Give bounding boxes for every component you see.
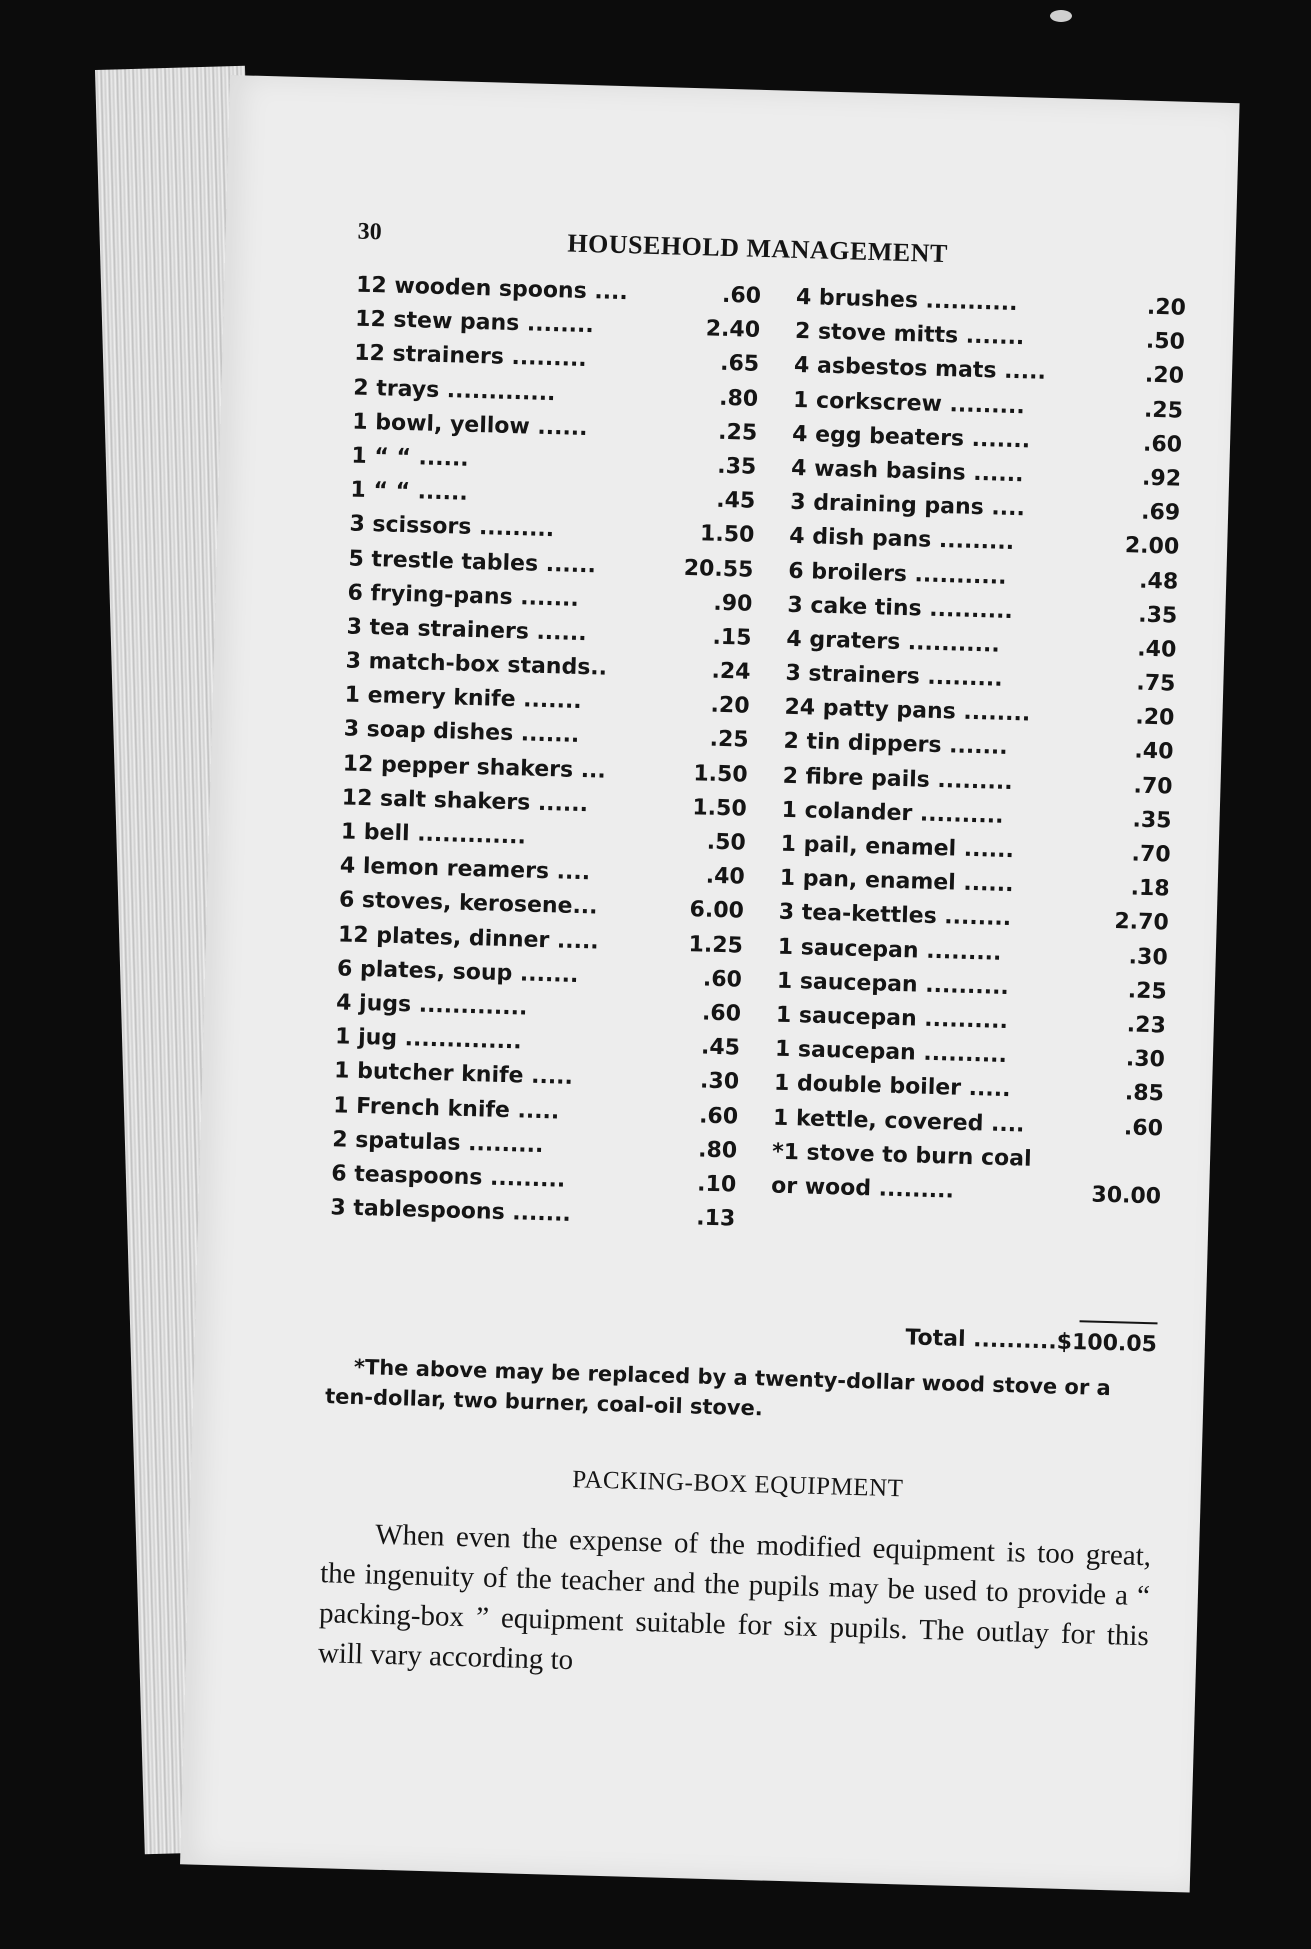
footnote: *The above may be replaced by a twenty-dollar wood stove or a ten-dollar, two burner, coal-oil stove. <box>324 1354 1112 1421</box>
item-description: 6 teaspoons ......... <box>331 1161 566 1193</box>
item-price: .25 <box>717 419 758 446</box>
item-price: .25 <box>1143 397 1184 424</box>
item-price: .60 <box>698 1103 739 1130</box>
item-description: 1 double boiler ..... <box>773 1070 1011 1103</box>
item-price: .69 <box>1140 499 1181 526</box>
item-description: 6 plates, soup ....... <box>336 956 579 988</box>
item-description: 12 salt shakers ...... <box>341 785 589 818</box>
item-description: 4 egg beaters ....... <box>791 421 1031 454</box>
item-description: 12 plates, dinner ..... <box>337 921 600 955</box>
item-description: 1 “ “ ...... <box>350 477 469 506</box>
page-number: 30 <box>357 218 383 246</box>
item-price: 1.50 <box>699 521 755 549</box>
item-price: .45 <box>715 487 756 514</box>
item-description: 4 graters ........... <box>786 626 1001 658</box>
item-description: 3 strainers ......... <box>785 660 1003 692</box>
item-price: .20 <box>1144 363 1185 390</box>
item-price: 1.50 <box>692 795 748 822</box>
item-price: .70 <box>1133 773 1173 800</box>
item-price: .30 <box>1125 1046 1166 1073</box>
item-description: 2 tin dippers ....... <box>783 729 1009 761</box>
item-price: .40 <box>705 863 746 890</box>
item-price: .85 <box>1124 1080 1165 1107</box>
item-price: .23 <box>1126 1012 1167 1039</box>
item-price: .48 <box>1138 568 1179 595</box>
item-description: 6 stoves, kerosene... <box>338 887 598 920</box>
item-description: 1 bell ............. <box>340 819 527 850</box>
section-heading: PACKING-BOX EQUIPMENT <box>571 1466 904 1503</box>
item-description: *1 stove to burn coal <box>771 1139 1032 1172</box>
item-price: .13 <box>695 1205 736 1232</box>
item-description: 3 scissors ......... <box>349 511 555 543</box>
item-description: 12 wooden spoons .... <box>355 272 629 306</box>
item-price: .50 <box>1145 328 1186 355</box>
running-title: HOUSEHOLD MANAGEMENT <box>567 228 949 269</box>
item-description: 3 match-box stands.. <box>345 648 608 681</box>
item-description: 1 French knife ..... <box>332 1092 560 1125</box>
item-price: .80 <box>718 385 759 412</box>
item-price: .60 <box>1142 431 1183 458</box>
item-price: .18 <box>1130 875 1170 902</box>
item-description: 12 stew pans ........ <box>354 306 595 339</box>
item-price: .25 <box>1127 978 1168 1005</box>
item-description: 3 cake tins .......... <box>787 592 1014 624</box>
item-description: 3 tablespoons ....... <box>330 1195 572 1228</box>
item-price: .40 <box>1136 636 1177 663</box>
item-price: .65 <box>719 351 760 378</box>
item-description: 3 draining pans .... <box>789 489 1026 522</box>
body-paragraph: When even the expense of the modified equipment is too great, the ingenuity of the teacher and the pupils may be used to provide a “ packing-box ” equipment suitable for six pupils. The outlay for this will vary according to <box>317 1518 1152 1677</box>
item-price: 2.70 <box>1114 909 1170 936</box>
item-description: 1 emery knife ....... <box>344 682 583 715</box>
item-price: .60 <box>702 966 743 993</box>
item-description: 1 corkscrew ......... <box>792 387 1026 419</box>
item-price: .30 <box>699 1068 740 1095</box>
item-description: 1 colander .......... <box>781 797 1004 829</box>
item-price: .15 <box>712 624 752 651</box>
item-description: 4 dish pans ......... <box>788 524 1015 556</box>
item-description: 1 butcher knife ..... <box>333 1058 574 1091</box>
item-price: .92 <box>1141 465 1182 492</box>
item-description: 1 pail, enamel ...... <box>780 831 1015 864</box>
item-price: 20.55 <box>683 555 754 583</box>
item-price: .80 <box>697 1137 738 1164</box>
item-price: 2.40 <box>705 316 761 344</box>
item-price: .75 <box>1136 670 1176 697</box>
item-description: 4 lemon reamers .... <box>339 853 591 886</box>
item-description: 1 saucepan .......... <box>776 968 1010 1000</box>
left-column <box>330 269 762 1237</box>
item-price: .90 <box>713 590 753 617</box>
item-price: .10 <box>696 1171 737 1198</box>
item-description: 2 fibre pails ......... <box>782 763 1014 795</box>
total-line: Total ..........$100.05 <box>905 1325 1158 1358</box>
equipment-list <box>328 269 1186 1317</box>
item-description: 2 spatulas ......... <box>331 1126 544 1158</box>
item-description: 1 kettle, covered .... <box>772 1105 1025 1138</box>
item-price: .60 <box>1123 1114 1164 1141</box>
item-description: 3 tea strainers ...... <box>346 614 587 647</box>
item-description: 1 bowl, yellow ...... <box>352 409 588 441</box>
right-column <box>771 281 1187 1215</box>
item-price: .50 <box>706 829 747 856</box>
item-price: 1.50 <box>693 760 749 788</box>
item-description: 12 pepper shakers ... <box>342 751 607 784</box>
item-price: .60 <box>701 1000 742 1027</box>
item-price: .60 <box>721 282 762 309</box>
item-description: 6 frying-pans ....... <box>347 580 580 612</box>
page-content <box>317 219 1187 1697</box>
item-description: 1 saucepan .......... <box>775 1002 1009 1035</box>
item-price: 1.25 <box>688 931 744 959</box>
item-description: 4 brushes ........... <box>795 284 1018 317</box>
item-price: 30.00 <box>1091 1182 1162 1210</box>
item-description: 3 soap dishes ....... <box>343 716 580 749</box>
item-price: 2.00 <box>1124 533 1180 560</box>
item-price: .30 <box>1128 944 1169 971</box>
item-description: 1 “ “ ...... <box>351 443 470 472</box>
item-price: .20 <box>1146 294 1187 321</box>
item-price: .25 <box>709 727 749 754</box>
item-description: 1 jug .............. <box>334 1024 523 1055</box>
item-description: 6 broilers ........... <box>788 558 1007 590</box>
item-price: .24 <box>711 658 751 685</box>
item-description: 1 pan, enamel ...... <box>779 865 1014 898</box>
item-description: 2 stove mitts ....... <box>794 319 1025 351</box>
item-description: 12 strainers ......... <box>353 340 588 373</box>
item-price: 6.00 <box>689 897 745 925</box>
item-price: .35 <box>1132 807 1172 834</box>
item-description: 4 wash basins ...... <box>790 455 1024 488</box>
book-page <box>180 75 1240 1893</box>
item-description: 5 trestle tables ...... <box>348 546 597 578</box>
item-description: 2 trays ............. <box>352 375 556 406</box>
item-description: 1 saucepan .......... <box>774 1036 1008 1069</box>
item-description: or wood ......... <box>770 1173 955 1204</box>
total-rule <box>1080 1320 1158 1324</box>
item-price: .40 <box>1134 738 1174 766</box>
dust-speck <box>1050 10 1072 22</box>
item-description: 4 asbestos mats ..... <box>793 353 1047 386</box>
item-description: 1 saucepan ......... <box>777 934 1002 966</box>
item-price: .45 <box>700 1034 741 1061</box>
item-price: .35 <box>1137 602 1178 629</box>
item-price: .35 <box>716 453 757 480</box>
item-price: .20 <box>710 692 750 719</box>
item-description: 3 tea-kettles ........ <box>778 900 1012 932</box>
item-description: 4 jugs ............. <box>335 990 528 1021</box>
item-description: 24 patty pans ........ <box>784 694 1031 727</box>
item-price: .70 <box>1131 841 1171 868</box>
item-price: .20 <box>1135 704 1175 731</box>
